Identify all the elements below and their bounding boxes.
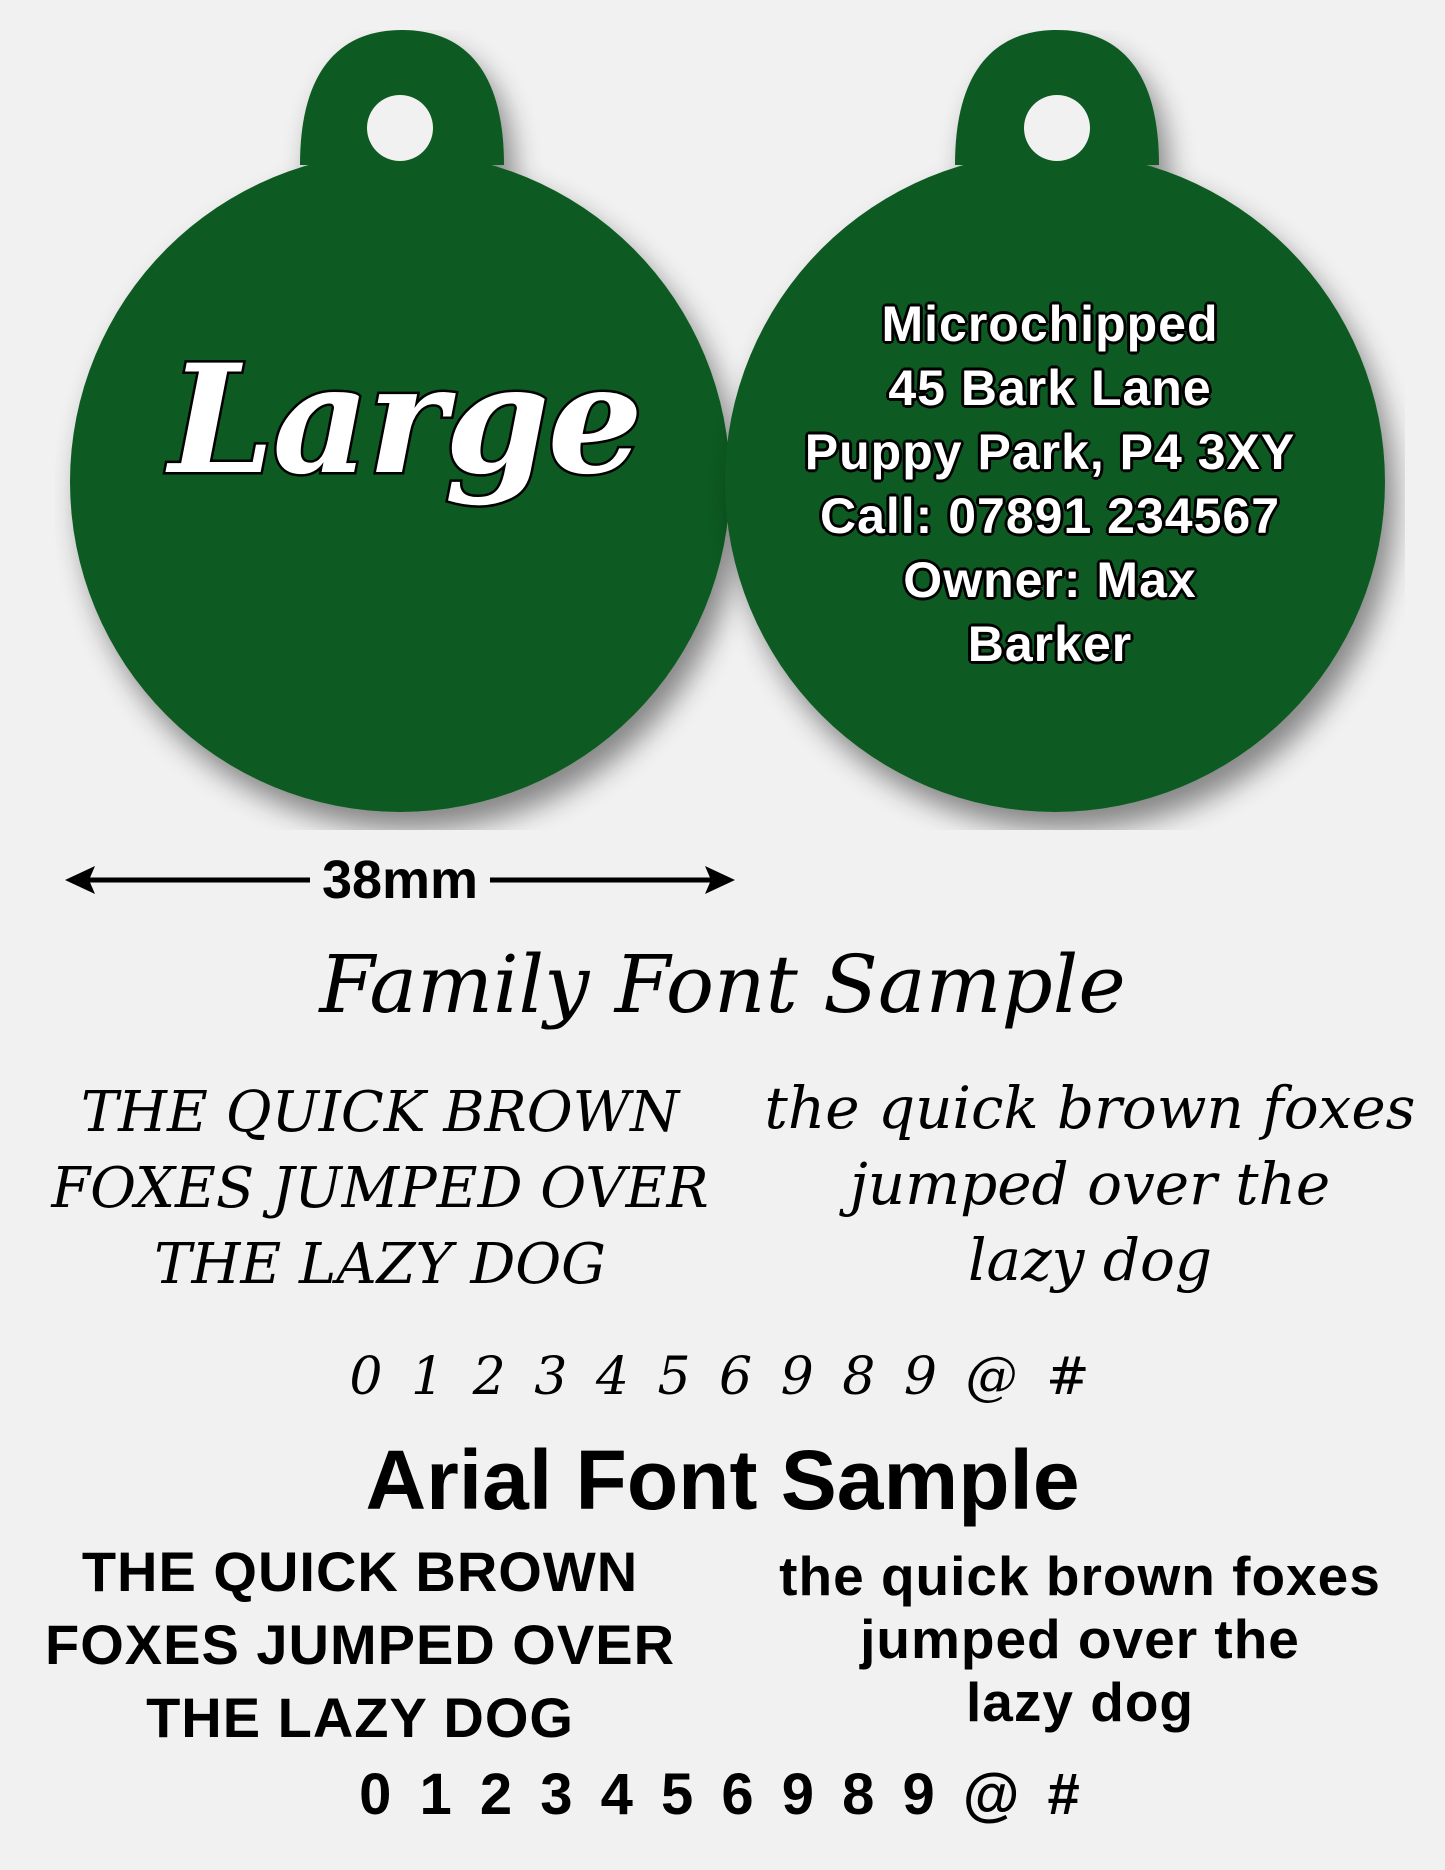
family-lowercase-line: the quick brown foxes bbox=[764, 1074, 1416, 1142]
back-tag-line: Microchipped bbox=[881, 296, 1219, 352]
family-uppercase-sample bbox=[30, 1075, 730, 1303]
family-uppercase-line: FOXES JUMPED OVER bbox=[51, 1156, 709, 1221]
back-tag-line: Call: 07891 234567 bbox=[819, 488, 1281, 544]
arial-lowercase-line: lazy dog bbox=[965, 1671, 1195, 1733]
family-digits-sample: 0 1 2 3 4 5 6 9 8 9 @ # bbox=[349, 1347, 1096, 1407]
arial-lowercase-sample bbox=[735, 1545, 1425, 1734]
back-tag-line: Owner: Max bbox=[903, 552, 1197, 608]
arial-uppercase-line: FOXES JUMPED OVER bbox=[44, 1613, 676, 1676]
arial-lowercase-line: jumped over the bbox=[860, 1608, 1300, 1670]
arial-lowercase-line: the quick brown foxes bbox=[779, 1545, 1381, 1607]
arial-uppercase-sample bbox=[15, 1535, 705, 1754]
back-tag-text bbox=[725, 292, 1375, 676]
front-tag-hole bbox=[367, 95, 433, 161]
dimension-indicator bbox=[65, 850, 735, 910]
front-tag-name: Large bbox=[168, 332, 641, 508]
family-lowercase-sample bbox=[750, 1070, 1430, 1298]
family-uppercase-line: THE QUICK BROWN bbox=[80, 1080, 680, 1145]
back-tag-line: 45 Bark Lane bbox=[888, 360, 1212, 416]
family-lowercase-line: jumped over the bbox=[849, 1150, 1331, 1218]
back-tag-line: Puppy Park, P4 3XY bbox=[804, 424, 1296, 480]
arial-uppercase-line: THE QUICK BROWN bbox=[81, 1540, 639, 1603]
back-tag-line: Barker bbox=[967, 616, 1133, 672]
arial-digits-sample: 0 1 2 3 4 5 6 9 8 9 @ # bbox=[359, 1762, 1086, 1827]
back-tag-hole bbox=[1024, 95, 1090, 161]
family-font-title: Family Font Sample bbox=[319, 938, 1126, 1031]
dimension-label: 38mm bbox=[310, 850, 490, 910]
family-lowercase-line: lazy dog bbox=[967, 1226, 1213, 1294]
arial-uppercase-line: THE LAZY DOG bbox=[146, 1686, 574, 1749]
arial-font-title: Arial Font Sample bbox=[365, 1433, 1080, 1527]
family-uppercase-line: THE LAZY DOG bbox=[154, 1232, 606, 1297]
